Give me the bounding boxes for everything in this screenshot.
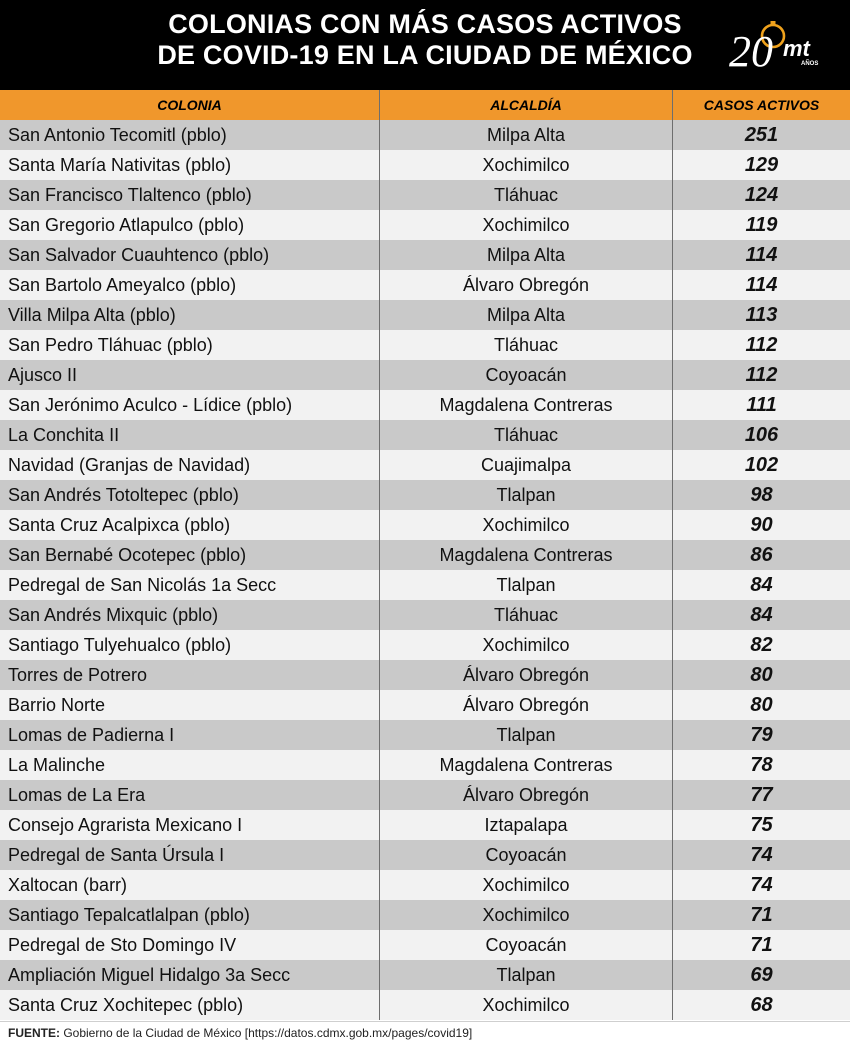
cell-colonia: La Conchita II xyxy=(0,420,380,450)
cell-colonia: Lomas de La Era xyxy=(0,780,380,810)
cell-alcaldia: Álvaro Obregón xyxy=(380,660,673,690)
table-row xyxy=(0,990,850,1020)
cell-alcaldia: Álvaro Obregón xyxy=(380,690,673,720)
cell-casos-activos: 112 xyxy=(745,334,778,356)
cell-casos-activos: 114 xyxy=(745,274,778,296)
cell-colonia: Pedregal de Santa Úrsula I xyxy=(0,840,380,870)
cell-alcaldia: Xochimilco xyxy=(380,870,673,900)
source-footer xyxy=(0,1021,850,1045)
cell-alcaldia: Xochimilco xyxy=(380,210,673,240)
milenio-20-anos-logo xyxy=(727,16,827,72)
cell-colonia: Pedregal de Sto Domingo IV xyxy=(0,930,380,960)
table-row xyxy=(0,690,850,720)
column-header-alcaldia: ALCALDÍA xyxy=(380,90,673,120)
cell-alcaldia: Cuajimalpa xyxy=(380,450,673,480)
cell-alcaldia: Tláhuac xyxy=(380,420,673,450)
cell-alcaldia: Coyoacán xyxy=(380,930,673,960)
cell-alcaldia: Magdalena Contreras xyxy=(380,750,673,780)
table-row xyxy=(0,240,850,270)
cell-alcaldia: Coyoacán xyxy=(380,360,673,390)
cell-alcaldia: Tláhuac xyxy=(380,330,673,360)
table-row xyxy=(0,360,850,390)
cell-alcaldia: Tláhuac xyxy=(380,180,673,210)
cell-casos-activos: 84 xyxy=(750,574,773,596)
cell-alcaldia: Álvaro Obregón xyxy=(380,780,673,810)
cell-casos-activos: 86 xyxy=(750,544,773,566)
table-row xyxy=(0,810,850,840)
cell-casos-activos: 80 xyxy=(750,664,773,686)
table-row xyxy=(0,870,850,900)
cell-colonia: San Bernabé Ocotepec (pblo) xyxy=(0,540,380,570)
logo-brand: mt xyxy=(783,36,810,61)
cell-alcaldia: Iztapalapa xyxy=(380,810,673,840)
cell-colonia: Santiago Tepalcatlalpan (pblo) xyxy=(0,900,380,930)
cell-casos-activos: 84 xyxy=(750,604,773,626)
table-row xyxy=(0,570,850,600)
cell-casos-activos: 111 xyxy=(746,394,777,416)
cell-alcaldia: Magdalena Contreras xyxy=(380,540,673,570)
cell-alcaldia: Milpa Alta xyxy=(380,120,673,150)
table-row xyxy=(0,150,850,180)
cell-casos-activos: 112 xyxy=(745,364,778,386)
cell-alcaldia: Tláhuac xyxy=(380,600,673,630)
cell-casos-activos: 113 xyxy=(745,304,778,326)
cell-colonia: San Jerónimo Aculco - Lídice (pblo) xyxy=(0,390,380,420)
table-row xyxy=(0,900,850,930)
table-row xyxy=(0,600,850,630)
cell-alcaldia: Milpa Alta xyxy=(380,300,673,330)
table-row xyxy=(0,270,850,300)
source-label: FUENTE: xyxy=(8,1026,60,1040)
cell-colonia: Xaltocan (barr) xyxy=(0,870,380,900)
cell-casos-activos: 124 xyxy=(744,184,779,206)
cell-casos-activos: 114 xyxy=(745,244,778,266)
table-row xyxy=(0,780,850,810)
table-row xyxy=(0,120,850,150)
table-row xyxy=(0,840,850,870)
cell-colonia: La Malinche xyxy=(0,750,380,780)
cell-casos-activos: 68 xyxy=(750,994,773,1016)
cell-casos-activos: 106 xyxy=(744,424,779,446)
title-line-2: DE COVID-19 EN LA CIUDAD DE MÉXICO xyxy=(157,40,693,70)
cell-colonia: San Andrés Mixquic (pblo) xyxy=(0,600,380,630)
cell-casos-activos: 77 xyxy=(750,784,773,806)
cell-alcaldia: Tlalpan xyxy=(380,480,673,510)
table-row xyxy=(0,660,850,690)
cell-casos-activos: 74 xyxy=(750,844,773,866)
cell-colonia: Barrio Norte xyxy=(0,690,380,720)
cell-casos-activos: 251 xyxy=(744,124,779,146)
cell-colonia: Torres de Potrero xyxy=(0,660,380,690)
cell-casos-activos: 69 xyxy=(750,964,773,986)
logo-number: 20 xyxy=(729,27,773,72)
cell-alcaldia: Xochimilco xyxy=(380,150,673,180)
cell-casos-activos: 129 xyxy=(744,154,779,176)
cell-casos-activos: 78 xyxy=(750,754,773,776)
cell-casos-activos: 98 xyxy=(750,484,773,506)
table-row xyxy=(0,180,850,210)
cell-alcaldia: Xochimilco xyxy=(380,900,673,930)
table-row xyxy=(0,450,850,480)
cell-alcaldia: Xochimilco xyxy=(380,990,673,1020)
cell-alcaldia: Coyoacán xyxy=(380,840,673,870)
cell-casos-activos: 82 xyxy=(750,634,773,656)
table-row xyxy=(0,480,850,510)
cell-colonia: Ampliación Miguel Hidalgo 3a Secc xyxy=(0,960,380,990)
cell-casos-activos: 71 xyxy=(750,934,773,956)
table-row xyxy=(0,330,850,360)
header-banner xyxy=(0,0,850,90)
cell-casos-activos: 102 xyxy=(744,454,779,476)
cell-alcaldia: Tlalpan xyxy=(380,570,673,600)
table-row xyxy=(0,960,850,990)
logo-sub: AÑOS xyxy=(801,61,819,67)
table-row xyxy=(0,630,850,660)
cell-casos-activos: 75 xyxy=(750,814,773,836)
cell-colonia: Consejo Agrarista Mexicano I xyxy=(0,810,380,840)
cell-colonia: San Salvador Cuauhtenco (pblo) xyxy=(0,240,380,270)
column-header-casos-activos: CASOS ACTIVOS xyxy=(703,97,820,113)
table-header-row xyxy=(0,90,850,120)
cell-colonia: Ajusco II xyxy=(0,360,380,390)
cell-colonia: Navidad (Granjas de Navidad) xyxy=(0,450,380,480)
cell-colonia: San Bartolo Ameyalco (pblo) xyxy=(0,270,380,300)
table-row xyxy=(0,720,850,750)
cell-casos-activos: 90 xyxy=(750,514,773,536)
table-row xyxy=(0,750,850,780)
cell-casos-activos: 79 xyxy=(750,724,773,746)
cell-alcaldia: Milpa Alta xyxy=(380,240,673,270)
column-header-colonia: COLONIA xyxy=(0,90,380,120)
cell-casos-activos: 71 xyxy=(750,904,773,926)
source-text: Gobierno de la Ciudad de México [https://datos.cdmx.gob.mx/pages/covid19] xyxy=(60,1026,473,1040)
cell-colonia: San Andrés Totoltepec (pblo) xyxy=(0,480,380,510)
table-row xyxy=(0,390,850,420)
page-title xyxy=(0,9,850,71)
logo-ring-knob xyxy=(771,21,776,25)
cell-alcaldia: Tlalpan xyxy=(380,960,673,990)
table-row xyxy=(0,420,850,450)
table-row xyxy=(0,300,850,330)
cell-casos-activos: 119 xyxy=(745,214,778,236)
cell-alcaldia: Xochimilco xyxy=(380,510,673,540)
table-row xyxy=(0,210,850,240)
table-row xyxy=(0,510,850,540)
cell-alcaldia: Xochimilco xyxy=(380,630,673,660)
cell-colonia: Santa María Nativitas (pblo) xyxy=(0,150,380,180)
table-row xyxy=(0,930,850,960)
cell-colonia: San Francisco Tlaltenco (pblo) xyxy=(0,180,380,210)
cell-casos-activos: 80 xyxy=(750,694,773,716)
cell-alcaldia: Tlalpan xyxy=(380,720,673,750)
cell-colonia: Santa Cruz Acalpixca (pblo) xyxy=(0,510,380,540)
cell-colonia: Villa Milpa Alta (pblo) xyxy=(0,300,380,330)
cell-alcaldia: Álvaro Obregón xyxy=(380,270,673,300)
cell-alcaldia: Magdalena Contreras xyxy=(380,390,673,420)
cell-colonia: Pedregal de San Nicolás 1a Secc xyxy=(0,570,380,600)
cell-colonia: San Pedro Tláhuac (pblo) xyxy=(0,330,380,360)
title-line-1: COLONIAS CON MÁS CASOS ACTIVOS xyxy=(168,9,682,39)
cell-colonia: San Antonio Tecomitl (pblo) xyxy=(0,120,380,150)
cell-colonia: San Gregorio Atlapulco (pblo) xyxy=(0,210,380,240)
cell-colonia: Santa Cruz Xochitepec (pblo) xyxy=(0,990,380,1020)
table-row xyxy=(0,540,850,570)
cell-colonia: Santiago Tulyehualco (pblo) xyxy=(0,630,380,660)
cell-colonia: Lomas de Padierna I xyxy=(0,720,380,750)
cases-table xyxy=(0,90,850,1020)
table-body xyxy=(0,120,850,1020)
cell-casos-activos: 74 xyxy=(750,874,773,896)
